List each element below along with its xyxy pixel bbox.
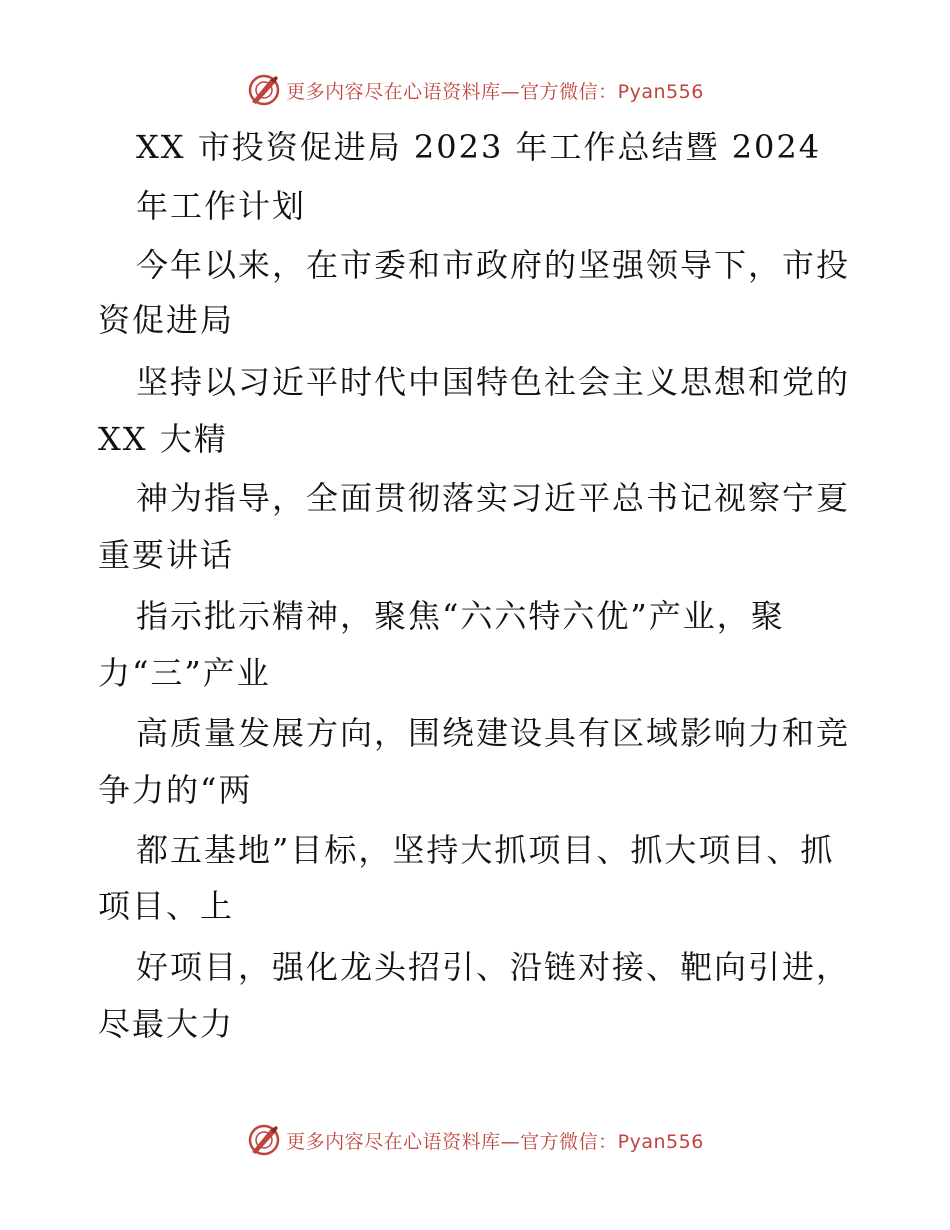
title-line-1: XX 市投资促进局 2023 年工作总结暨 2024 — [136, 128, 822, 166]
paragraph-line: 高质量发展方向，围绕建设具有区域影响力和竞 — [136, 714, 851, 752]
paragraph-line: 坚持以习近平时代中国特色社会主义思想和党的 — [136, 363, 851, 401]
title-line-2: 年工作计划 — [136, 187, 307, 225]
paragraph-line: 神为指导，全面贯彻落实习近平总书记视察宁夏 — [136, 479, 851, 517]
paragraph-line: 今年以来，在市委和市政府的坚强领导下，市投 — [136, 246, 851, 284]
paragraph-line: 力“三”产业 — [98, 654, 271, 692]
paragraph-line: 都五基地”目标，坚持大抓项目、抓大项目、抓 — [136, 831, 835, 869]
paragraph-line: 项目、上 — [98, 887, 235, 925]
paragraph-line: 指示批示精神，聚焦“六六特六优”产业，聚 — [136, 597, 785, 635]
watermark-footer — [0, 1118, 950, 1162]
watermark-text: 更多内容尽在心语资料库—官方微信：Pyan556 — [286, 80, 704, 103]
paragraph-line: XX 大精 — [98, 420, 228, 458]
paragraph-line: 尽最大力 — [98, 1005, 235, 1043]
watermark-header — [0, 68, 950, 112]
pen-logo-icon — [246, 1122, 282, 1158]
pen-logo-icon — [246, 72, 282, 108]
paragraph-line: 资促进局 — [98, 301, 235, 339]
paragraph-line: 好项目，强化龙头招引、沿链对接、靶向引进， — [136, 948, 851, 986]
paragraph-line: 争力的“两 — [98, 771, 253, 809]
paragraph-line: 重要讲话 — [98, 536, 235, 574]
watermark-text: 更多内容尽在心语资料库—官方微信：Pyan556 — [286, 1130, 704, 1153]
